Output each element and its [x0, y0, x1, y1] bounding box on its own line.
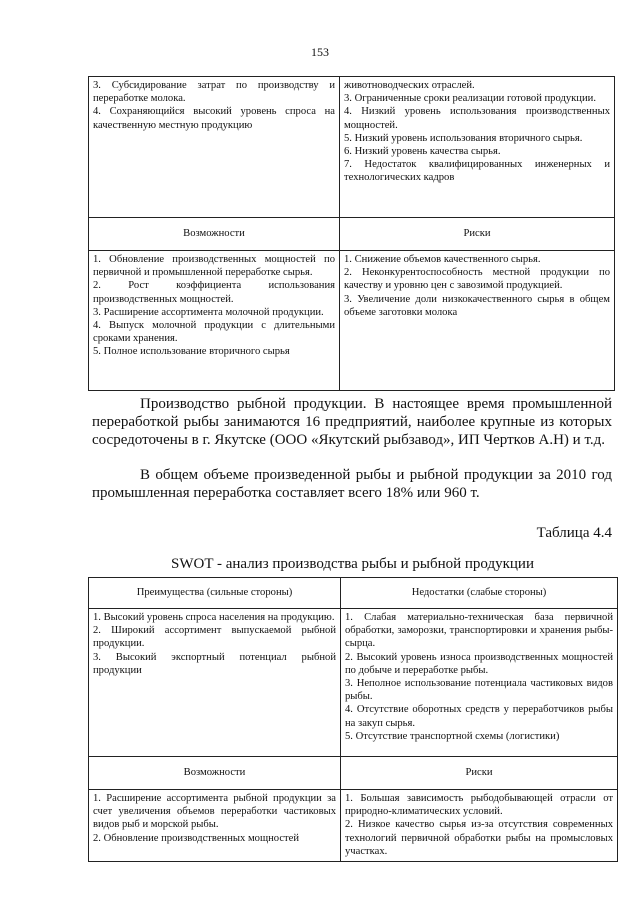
weaknesses-cell: [340, 77, 615, 218]
list-item: 2. Широкий ассортимент выпускаемой рыбной продукции.: [93, 625, 336, 650]
list-item: 1. Слабая материально-техническая база первичной обработки, заморозки, транспортировки и хранения рыбы-сырца.: [345, 612, 613, 650]
list-item: 3. Неполное использование потенциала частиковых видов рыбы.: [345, 678, 613, 703]
table-row: [89, 77, 615, 218]
list-item: 3. Увеличение доли низкокачественного сырья в общем объеме заготовки молока: [344, 293, 610, 318]
list-item: 4. Отсутствие оборотных средств у переработчиков рыбы на закуп сырья.: [345, 704, 613, 729]
list-item: 4. Низкий уровень использования производственных мощностей.: [344, 106, 610, 131]
strengths-header: Преимущества (сильные стороны): [89, 578, 341, 609]
list-item: 1. Обновление производственных мощностей по первичной и промышленной переработке сырья.: [93, 254, 335, 279]
list-item: 3. Высокий экспортный потенциал рыбной продукции: [93, 651, 336, 676]
risks-cell: [341, 790, 618, 862]
list-item: 1. Большая зависимость рыбодобывающей отрасли от природно-климатических условий.: [345, 793, 613, 818]
list-item: 2. Высокий уровень износа производственных мощностей по добыче и переработке рыбы.: [345, 651, 613, 676]
list-item: 3. Ограниченные сроки реализации готовой продукции.: [344, 93, 596, 105]
list-item: 5. Полное использование вторичного сырья: [93, 346, 290, 358]
table-header-row: [89, 578, 618, 609]
list-item: 6. Низкий уровень качества сырья.: [344, 146, 501, 158]
opportunities-cell: [89, 251, 340, 391]
table-row: [89, 251, 615, 391]
risks-header: Риски: [341, 757, 618, 790]
list-item: 2. Неконкурентоспособность местной продукции по качеству и уровню цен с завозимой продукцией.: [344, 267, 610, 292]
list-item: 1. Высокий уровень спроса населения на продукцию.: [93, 612, 335, 623]
weaknesses-header: Недостатки (слабые стороны): [341, 578, 618, 609]
page-number: 153: [311, 45, 329, 59]
table-row: [89, 609, 618, 757]
strengths-cell: [89, 77, 340, 218]
strengths-cell: [89, 609, 341, 757]
list-item: 2. Низкое качество сырья из-за отсутствия современных технологий первичной обработки рыбы на промысловых участках.: [345, 819, 613, 857]
list-item: 5. Отсутствие транспортной схемы (логистики): [345, 730, 560, 742]
opportunities-cell: [89, 790, 341, 862]
list-item: 3. Субсидирование затрат по производству и переработке молока.: [93, 80, 335, 105]
weaknesses-cell: [341, 609, 618, 757]
table-header-row: [89, 757, 618, 790]
list-item: 7. Недостаток квалифицированных инженерных и технологических кадров: [344, 159, 610, 184]
paragraph-fish-processing-share: В общем объеме произведенной рыбы и рыбной продукции за 2010 год промышленная переработка составляет всего 18% или 960 т.: [92, 467, 612, 501]
list-item: 4. Выпуск молочной продукции с длительными сроками хранения.: [93, 320, 335, 345]
list-item: 1. Расширение ассортимента рыбной продукции за счет увеличения объемов переработки частиковых видов рыб и морской рыбы.: [93, 793, 336, 831]
list-item: 3. Расширение ассортимента молочной продукции.: [93, 306, 324, 318]
list-item: животноводческих отраслей.: [344, 80, 475, 91]
opportunities-header: Возможности: [89, 218, 340, 251]
table-number: Таблица 4.4: [536, 525, 612, 541]
list-item: 5. Низкий уровень использования вторичного сырья.: [344, 132, 583, 144]
risks-cell: [340, 251, 615, 391]
swot-table-dairy-continued: [88, 76, 615, 391]
paragraph-fish-production: Производство рыбной продукции. В настоящее время промышленной переработкой рыбы занимаются 16 предприятий, наиболее крупные из которых сосредоточены в г. Якутске (ООО «Якутский рыбзавод», ИП Чертков А.Н) и т.д.: [92, 396, 612, 448]
list-item: 2. Рост коэффициента использования производственных мощностей.: [93, 280, 335, 305]
table-title: SWOT - анализ производства рыбы и рыбной продукции: [171, 556, 534, 572]
swot-table-fish: [88, 577, 618, 862]
list-item: 2. Обновление производственных мощностей: [93, 832, 300, 844]
list-item: 4. Сохраняющийся высокий уровень спроса на качественную местную продукцию: [93, 106, 335, 131]
list-item: 1. Снижение объемов качественного сырья.: [344, 254, 541, 265]
table-header-row: [89, 218, 615, 251]
risks-header: Риски: [340, 218, 615, 251]
table-row: [89, 790, 618, 862]
opportunities-header: Возможности: [89, 757, 341, 790]
